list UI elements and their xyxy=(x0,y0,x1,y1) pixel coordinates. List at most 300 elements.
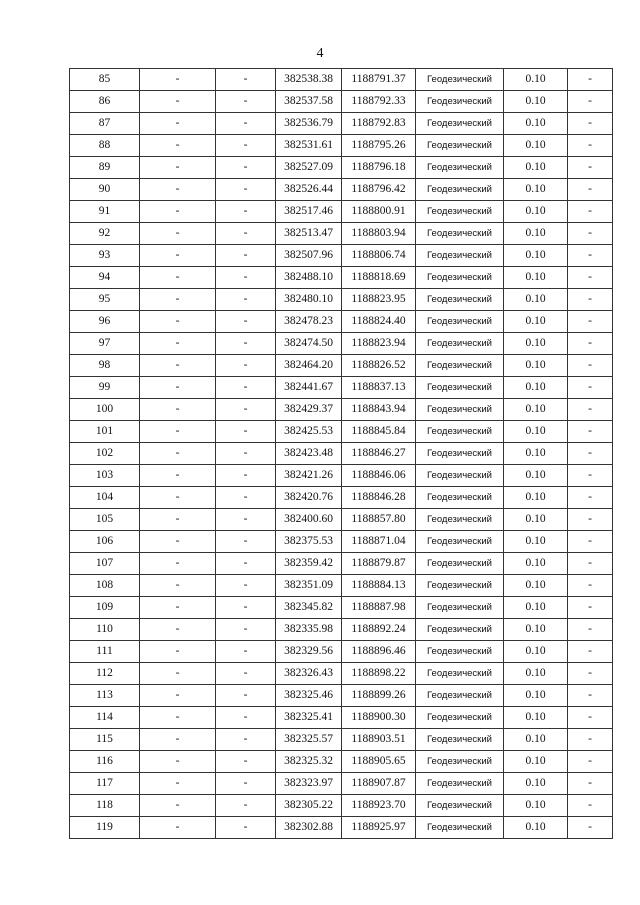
new-y-cell: 1188795.26 xyxy=(342,135,416,157)
table-row xyxy=(70,135,613,157)
accuracy-cell: 0.10 xyxy=(504,135,568,157)
point-number-cell: 103 xyxy=(70,465,140,487)
description-cell: - xyxy=(568,91,613,113)
new-y-cell: 1188871.04 xyxy=(342,531,416,553)
point-number-cell: 94 xyxy=(70,267,140,289)
table-row xyxy=(70,91,613,113)
new-x-cell: 382335.98 xyxy=(276,619,342,641)
accuracy-cell: 0.10 xyxy=(504,487,568,509)
old-y-cell: - xyxy=(216,223,276,245)
table-row xyxy=(70,223,613,245)
new-x-cell: 382359.42 xyxy=(276,553,342,575)
old-y-cell: - xyxy=(216,641,276,663)
old-x-cell: - xyxy=(140,575,216,597)
new-x-cell: 382345.82 xyxy=(276,597,342,619)
point-number-cell: 109 xyxy=(70,597,140,619)
new-x-cell: 382531.61 xyxy=(276,135,342,157)
point-number-cell: 113 xyxy=(70,685,140,707)
new-x-cell: 382329.56 xyxy=(276,641,342,663)
table-row xyxy=(70,751,613,773)
table-row xyxy=(70,113,613,135)
accuracy-cell: 0.10 xyxy=(504,597,568,619)
new-x-cell: 382537.58 xyxy=(276,91,342,113)
new-x-cell: 382527.09 xyxy=(276,157,342,179)
accuracy-cell: 0.10 xyxy=(504,201,568,223)
method-cell: Геодезический xyxy=(416,201,504,223)
old-x-cell: - xyxy=(140,795,216,817)
method-cell: Геодезический xyxy=(416,509,504,531)
accuracy-cell: 0.10 xyxy=(504,619,568,641)
point-number-cell: 110 xyxy=(70,619,140,641)
table-row xyxy=(70,597,613,619)
description-cell: - xyxy=(568,399,613,421)
method-cell: Геодезический xyxy=(416,619,504,641)
point-number-cell: 87 xyxy=(70,113,140,135)
old-y-cell: - xyxy=(216,509,276,531)
old-x-cell: - xyxy=(140,69,216,91)
method-cell: Геодезический xyxy=(416,465,504,487)
old-x-cell: - xyxy=(140,267,216,289)
method-cell: Геодезический xyxy=(416,267,504,289)
point-number-cell: 118 xyxy=(70,795,140,817)
new-x-cell: 382526.44 xyxy=(276,179,342,201)
new-x-cell: 382400.60 xyxy=(276,509,342,531)
accuracy-cell: 0.10 xyxy=(504,795,568,817)
method-cell: Геодезический xyxy=(416,773,504,795)
point-number-cell: 111 xyxy=(70,641,140,663)
accuracy-cell: 0.10 xyxy=(504,707,568,729)
old-x-cell: - xyxy=(140,377,216,399)
accuracy-cell: 0.10 xyxy=(504,245,568,267)
old-x-cell: - xyxy=(140,135,216,157)
table-row xyxy=(70,69,613,91)
method-cell: Геодезический xyxy=(416,113,504,135)
accuracy-cell: 0.10 xyxy=(504,751,568,773)
new-y-cell: 1188800.91 xyxy=(342,201,416,223)
old-y-cell: - xyxy=(216,597,276,619)
description-cell: - xyxy=(568,553,613,575)
old-x-cell: - xyxy=(140,399,216,421)
table-row xyxy=(70,465,613,487)
method-cell: Геодезический xyxy=(416,575,504,597)
old-y-cell: - xyxy=(216,465,276,487)
accuracy-cell: 0.10 xyxy=(504,113,568,135)
table-row xyxy=(70,729,613,751)
old-x-cell: - xyxy=(140,619,216,641)
method-cell: Геодезический xyxy=(416,91,504,113)
description-cell: - xyxy=(568,817,613,839)
method-cell: Геодезический xyxy=(416,443,504,465)
description-cell: - xyxy=(568,289,613,311)
new-x-cell: 382429.37 xyxy=(276,399,342,421)
table-row xyxy=(70,641,613,663)
point-number-cell: 97 xyxy=(70,333,140,355)
method-cell: Геодезический xyxy=(416,157,504,179)
table-row xyxy=(70,289,613,311)
table-row xyxy=(70,179,613,201)
method-cell: Геодезический xyxy=(416,641,504,663)
old-x-cell: - xyxy=(140,553,216,575)
method-cell: Геодезический xyxy=(416,817,504,839)
new-x-cell: 382325.41 xyxy=(276,707,342,729)
table-row xyxy=(70,201,613,223)
new-x-cell: 382441.67 xyxy=(276,377,342,399)
new-y-cell: 1188806.74 xyxy=(342,245,416,267)
new-y-cell: 1188857.80 xyxy=(342,509,416,531)
description-cell: - xyxy=(568,69,613,91)
new-x-cell: 382325.32 xyxy=(276,751,342,773)
table-row xyxy=(70,333,613,355)
page-number: 4 xyxy=(316,46,324,61)
new-x-cell: 382517.46 xyxy=(276,201,342,223)
accuracy-cell: 0.10 xyxy=(504,377,568,399)
method-cell: Геодезический xyxy=(416,531,504,553)
description-cell: - xyxy=(568,773,613,795)
old-y-cell: - xyxy=(216,663,276,685)
point-number-cell: 101 xyxy=(70,421,140,443)
old-y-cell: - xyxy=(216,421,276,443)
old-x-cell: - xyxy=(140,465,216,487)
point-number-cell: 85 xyxy=(70,69,140,91)
description-cell: - xyxy=(568,333,613,355)
point-number-cell: 90 xyxy=(70,179,140,201)
old-y-cell: - xyxy=(216,773,276,795)
method-cell: Геодезический xyxy=(416,685,504,707)
old-y-cell: - xyxy=(216,575,276,597)
old-x-cell: - xyxy=(140,355,216,377)
new-y-cell: 1188826.52 xyxy=(342,355,416,377)
old-y-cell: - xyxy=(216,751,276,773)
description-cell: - xyxy=(568,157,613,179)
new-x-cell: 382538.38 xyxy=(276,69,342,91)
old-x-cell: - xyxy=(140,751,216,773)
old-x-cell: - xyxy=(140,729,216,751)
old-x-cell: - xyxy=(140,245,216,267)
old-y-cell: - xyxy=(216,443,276,465)
description-cell: - xyxy=(568,245,613,267)
old-x-cell: - xyxy=(140,201,216,223)
description-cell: - xyxy=(568,487,613,509)
description-cell: - xyxy=(568,509,613,531)
point-number-cell: 112 xyxy=(70,663,140,685)
old-y-cell: - xyxy=(216,553,276,575)
description-cell: - xyxy=(568,619,613,641)
table-row xyxy=(70,355,613,377)
accuracy-cell: 0.10 xyxy=(504,421,568,443)
method-cell: Геодезический xyxy=(416,487,504,509)
accuracy-cell: 0.10 xyxy=(504,641,568,663)
accuracy-cell: 0.10 xyxy=(504,223,568,245)
new-x-cell: 382423.48 xyxy=(276,443,342,465)
method-cell: Геодезический xyxy=(416,707,504,729)
new-x-cell: 382323.97 xyxy=(276,773,342,795)
old-y-cell: - xyxy=(216,135,276,157)
point-number-cell: 98 xyxy=(70,355,140,377)
method-cell: Геодезический xyxy=(416,399,504,421)
coordinates-table xyxy=(69,68,613,839)
table-row xyxy=(70,157,613,179)
old-y-cell: - xyxy=(216,707,276,729)
new-y-cell: 1188900.30 xyxy=(342,707,416,729)
description-cell: - xyxy=(568,443,613,465)
point-number-cell: 105 xyxy=(70,509,140,531)
method-cell: Геодезический xyxy=(416,311,504,333)
new-x-cell: 382464.20 xyxy=(276,355,342,377)
old-x-cell: - xyxy=(140,289,216,311)
new-y-cell: 1188796.42 xyxy=(342,179,416,201)
table-row xyxy=(70,245,613,267)
table-row xyxy=(70,663,613,685)
point-number-cell: 115 xyxy=(70,729,140,751)
description-cell: - xyxy=(568,707,613,729)
old-x-cell: - xyxy=(140,773,216,795)
table-row xyxy=(70,509,613,531)
new-x-cell: 382305.22 xyxy=(276,795,342,817)
new-x-cell: 382536.79 xyxy=(276,113,342,135)
description-cell: - xyxy=(568,135,613,157)
old-x-cell: - xyxy=(140,333,216,355)
old-x-cell: - xyxy=(140,443,216,465)
table-row xyxy=(70,267,613,289)
old-y-cell: - xyxy=(216,377,276,399)
table-row xyxy=(70,487,613,509)
table-row xyxy=(70,575,613,597)
new-x-cell: 382480.10 xyxy=(276,289,342,311)
description-cell: - xyxy=(568,751,613,773)
old-x-cell: - xyxy=(140,179,216,201)
point-number-cell: 108 xyxy=(70,575,140,597)
new-y-cell: 1188823.94 xyxy=(342,333,416,355)
new-y-cell: 1188846.27 xyxy=(342,443,416,465)
accuracy-cell: 0.10 xyxy=(504,311,568,333)
old-y-cell: - xyxy=(216,245,276,267)
accuracy-cell: 0.10 xyxy=(504,69,568,91)
old-y-cell: - xyxy=(216,157,276,179)
old-y-cell: - xyxy=(216,267,276,289)
new-x-cell: 382351.09 xyxy=(276,575,342,597)
method-cell: Геодезический xyxy=(416,355,504,377)
description-cell: - xyxy=(568,355,613,377)
point-number-cell: 119 xyxy=(70,817,140,839)
point-number-cell: 100 xyxy=(70,399,140,421)
description-cell: - xyxy=(568,685,613,707)
description-cell: - xyxy=(568,201,613,223)
description-cell: - xyxy=(568,729,613,751)
accuracy-cell: 0.10 xyxy=(504,355,568,377)
description-cell: - xyxy=(568,267,613,289)
new-y-cell: 1188903.51 xyxy=(342,729,416,751)
accuracy-cell: 0.10 xyxy=(504,289,568,311)
table-row xyxy=(70,817,613,839)
point-number-cell: 92 xyxy=(70,223,140,245)
point-number-cell: 99 xyxy=(70,377,140,399)
old-y-cell: - xyxy=(216,729,276,751)
old-x-cell: - xyxy=(140,157,216,179)
new-y-cell: 1188899.26 xyxy=(342,685,416,707)
new-x-cell: 382488.10 xyxy=(276,267,342,289)
new-y-cell: 1188792.33 xyxy=(342,91,416,113)
old-x-cell: - xyxy=(140,223,216,245)
method-cell: Геодезический xyxy=(416,663,504,685)
table-row xyxy=(70,531,613,553)
new-y-cell: 1188846.06 xyxy=(342,465,416,487)
new-y-cell: 1188896.46 xyxy=(342,641,416,663)
point-number-cell: 104 xyxy=(70,487,140,509)
point-number-cell: 89 xyxy=(70,157,140,179)
point-number-cell: 107 xyxy=(70,553,140,575)
description-cell: - xyxy=(568,663,613,685)
description-cell: - xyxy=(568,377,613,399)
old-y-cell: - xyxy=(216,113,276,135)
old-y-cell: - xyxy=(216,795,276,817)
new-y-cell: 1188892.24 xyxy=(342,619,416,641)
old-x-cell: - xyxy=(140,597,216,619)
accuracy-cell: 0.10 xyxy=(504,685,568,707)
new-x-cell: 382325.46 xyxy=(276,685,342,707)
point-number-cell: 86 xyxy=(70,91,140,113)
point-number-cell: 117 xyxy=(70,773,140,795)
accuracy-cell: 0.10 xyxy=(504,179,568,201)
table-row xyxy=(70,795,613,817)
new-y-cell: 1188846.28 xyxy=(342,487,416,509)
new-x-cell: 382302.88 xyxy=(276,817,342,839)
point-number-cell: 102 xyxy=(70,443,140,465)
new-y-cell: 1188803.94 xyxy=(342,223,416,245)
old-x-cell: - xyxy=(140,91,216,113)
new-y-cell: 1188923.70 xyxy=(342,795,416,817)
accuracy-cell: 0.10 xyxy=(504,399,568,421)
method-cell: Геодезический xyxy=(416,553,504,575)
old-x-cell: - xyxy=(140,421,216,443)
old-y-cell: - xyxy=(216,685,276,707)
new-y-cell: 1188905.65 xyxy=(342,751,416,773)
old-y-cell: - xyxy=(216,201,276,223)
table-row xyxy=(70,619,613,641)
old-y-cell: - xyxy=(216,817,276,839)
point-number-cell: 93 xyxy=(70,245,140,267)
old-y-cell: - xyxy=(216,399,276,421)
new-x-cell: 382507.96 xyxy=(276,245,342,267)
old-x-cell: - xyxy=(140,641,216,663)
table-row xyxy=(70,311,613,333)
accuracy-cell: 0.10 xyxy=(504,531,568,553)
method-cell: Геодезический xyxy=(416,333,504,355)
method-cell: Геодезический xyxy=(416,289,504,311)
description-cell: - xyxy=(568,795,613,817)
new-y-cell: 1188879.87 xyxy=(342,553,416,575)
old-x-cell: - xyxy=(140,817,216,839)
table-row xyxy=(70,377,613,399)
old-y-cell: - xyxy=(216,91,276,113)
method-cell: Геодезический xyxy=(416,421,504,443)
new-y-cell: 1188884.13 xyxy=(342,575,416,597)
new-x-cell: 382421.26 xyxy=(276,465,342,487)
new-x-cell: 382513.47 xyxy=(276,223,342,245)
accuracy-cell: 0.10 xyxy=(504,509,568,531)
old-y-cell: - xyxy=(216,531,276,553)
description-cell: - xyxy=(568,575,613,597)
old-y-cell: - xyxy=(216,289,276,311)
new-x-cell: 382478.23 xyxy=(276,311,342,333)
method-cell: Геодезический xyxy=(416,69,504,91)
table-row xyxy=(70,707,613,729)
new-y-cell: 1188823.95 xyxy=(342,289,416,311)
new-y-cell: 1188792.83 xyxy=(342,113,416,135)
old-y-cell: - xyxy=(216,355,276,377)
point-number-cell: 95 xyxy=(70,289,140,311)
new-x-cell: 382425.53 xyxy=(276,421,342,443)
accuracy-cell: 0.10 xyxy=(504,443,568,465)
new-y-cell: 1188845.84 xyxy=(342,421,416,443)
point-number-cell: 116 xyxy=(70,751,140,773)
new-y-cell: 1188796.18 xyxy=(342,157,416,179)
point-number-cell: 88 xyxy=(70,135,140,157)
accuracy-cell: 0.10 xyxy=(504,663,568,685)
method-cell: Геодезический xyxy=(416,223,504,245)
new-x-cell: 382375.53 xyxy=(276,531,342,553)
accuracy-cell: 0.10 xyxy=(504,465,568,487)
new-y-cell: 1188791.37 xyxy=(342,69,416,91)
old-x-cell: - xyxy=(140,685,216,707)
accuracy-cell: 0.10 xyxy=(504,773,568,795)
new-y-cell: 1188887.98 xyxy=(342,597,416,619)
description-cell: - xyxy=(568,597,613,619)
point-number-cell: 96 xyxy=(70,311,140,333)
new-x-cell: 382474.50 xyxy=(276,333,342,355)
new-x-cell: 382326.43 xyxy=(276,663,342,685)
method-cell: Геодезический xyxy=(416,795,504,817)
description-cell: - xyxy=(568,421,613,443)
new-y-cell: 1188898.22 xyxy=(342,663,416,685)
accuracy-cell: 0.10 xyxy=(504,91,568,113)
old-y-cell: - xyxy=(216,69,276,91)
new-y-cell: 1188907.87 xyxy=(342,773,416,795)
old-y-cell: - xyxy=(216,487,276,509)
table-row xyxy=(70,773,613,795)
new-y-cell: 1188925.97 xyxy=(342,817,416,839)
old-y-cell: - xyxy=(216,619,276,641)
old-y-cell: - xyxy=(216,311,276,333)
point-number-cell: 114 xyxy=(70,707,140,729)
description-cell: - xyxy=(568,641,613,663)
old-x-cell: - xyxy=(140,531,216,553)
method-cell: Геодезический xyxy=(416,751,504,773)
table-body xyxy=(70,69,613,839)
table-row xyxy=(70,421,613,443)
description-cell: - xyxy=(568,311,613,333)
table-row xyxy=(70,553,613,575)
accuracy-cell: 0.10 xyxy=(504,729,568,751)
method-cell: Геодезический xyxy=(416,729,504,751)
table-row xyxy=(70,399,613,421)
description-cell: - xyxy=(568,465,613,487)
method-cell: Геодезический xyxy=(416,135,504,157)
old-x-cell: - xyxy=(140,509,216,531)
old-x-cell: - xyxy=(140,487,216,509)
description-cell: - xyxy=(568,179,613,201)
method-cell: Геодезический xyxy=(416,597,504,619)
method-cell: Геодезический xyxy=(416,179,504,201)
method-cell: Геодезический xyxy=(416,245,504,267)
accuracy-cell: 0.10 xyxy=(504,267,568,289)
point-number-cell: 106 xyxy=(70,531,140,553)
new-x-cell: 382325.57 xyxy=(276,729,342,751)
old-x-cell: - xyxy=(140,663,216,685)
table-row xyxy=(70,685,613,707)
description-cell: - xyxy=(568,531,613,553)
old-y-cell: - xyxy=(216,179,276,201)
accuracy-cell: 0.10 xyxy=(504,553,568,575)
